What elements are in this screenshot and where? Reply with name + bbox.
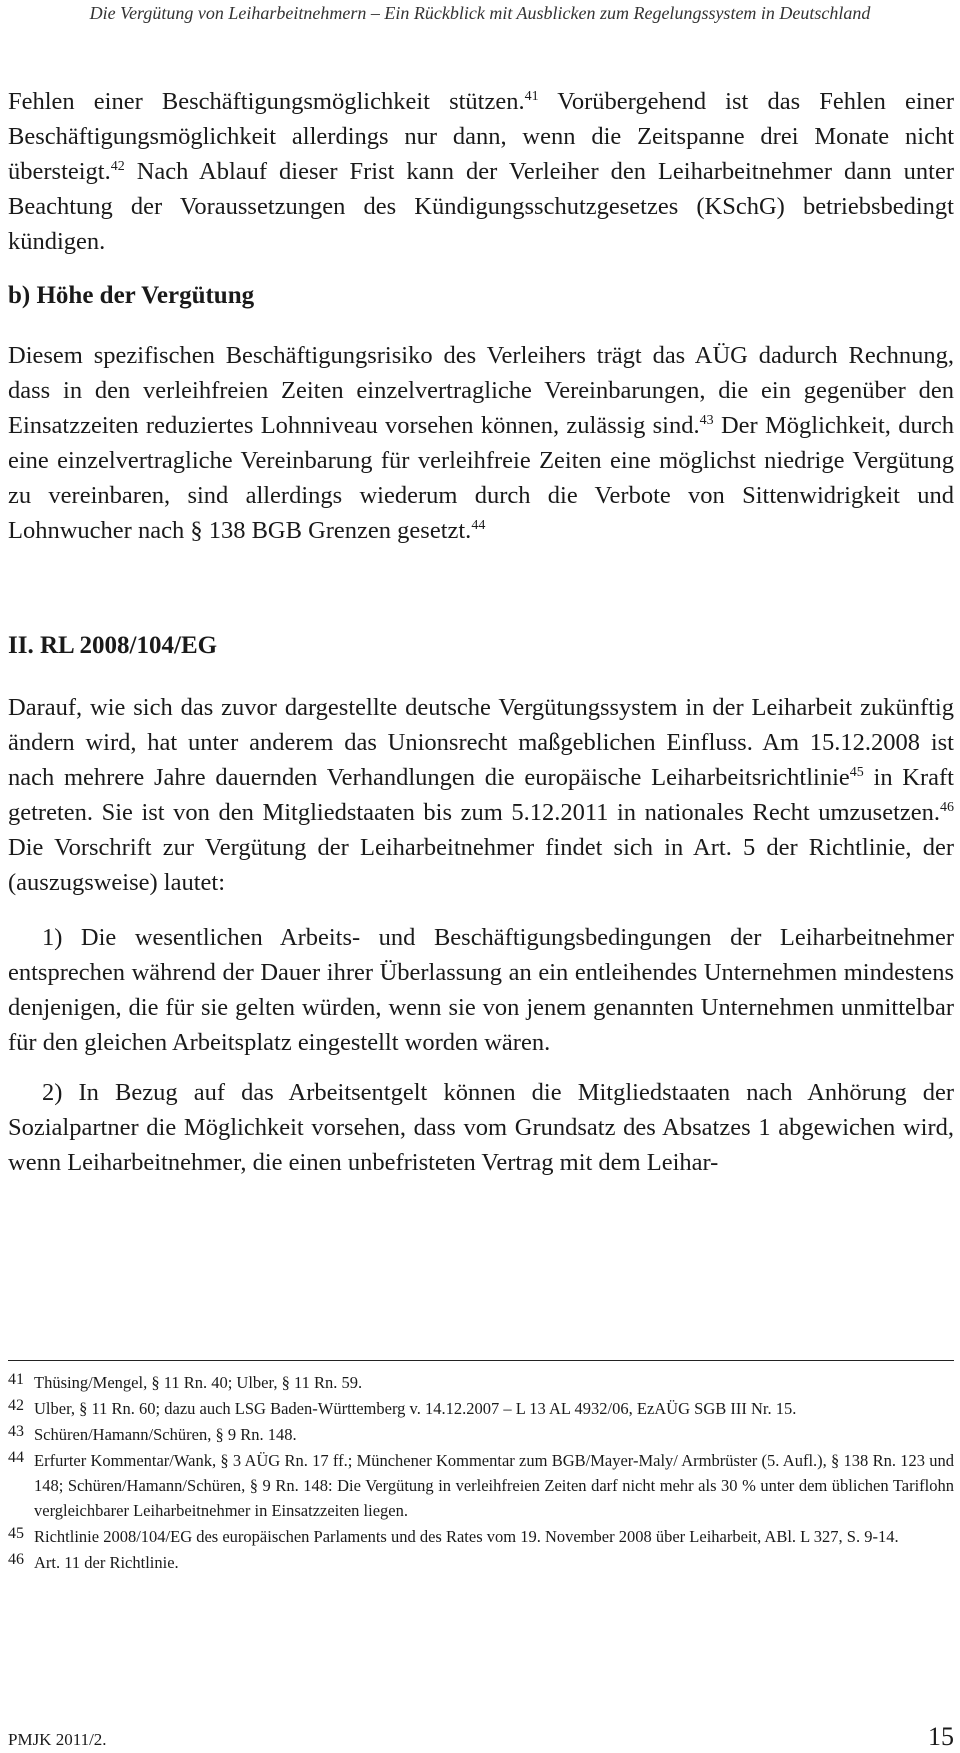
paragraph-text: Diesem spezifischen Beschäftigungsrisiko des Verleihers trägt das AÜG dadurch Rechnung, dass in den verleihfreien Zeiten einzelvertragliche Vereinbarungen, die ein gegenüber den Einsatzzeiten reduziertes Lohnniveau vorsehen können, zulässig sind.: [8, 342, 954, 439]
footnotes: [8, 1370, 954, 1576]
section-heading-b: [8, 278, 954, 313]
paragraph-text: Der Möglichkeit, durch eine einzelvertragliche Vereinbarung für verleihfreie Zeiten eine möglichst niedrige Vergütung zu vereinbaren, sind allerdings wiederum durch die Verbote von Sittenwidrigkeit und Lohnwucher nach § 138 BGB Grenzen gesetzt.: [8, 412, 954, 544]
paragraph-text: Darauf, wie sich das zuvor dargestellte deutsche Vergütungssystem in der Leiharbeit zukünftig ändern wird, hat unter anderem das Unionsrecht maßgeblichen Einfluss. Am 15.12.2008 ist nach mehrere Jahre dauernden Verhandlungen die europäische Leiharbeitsrichtlinie: [8, 694, 954, 791]
paragraph-3: [8, 690, 954, 900]
footnote: [8, 1524, 954, 1549]
footnote-ref: 44: [471, 517, 486, 533]
paragraph-text: Die Vorschrift zur Vergütung der Leiharbeitnehmer findet sich in Art. 5 der Richtlinie, der (auszugsweise) lautet:: [8, 834, 954, 896]
quote-paragraph-1: [8, 920, 954, 1060]
footnote-number: 44: [8, 1449, 24, 1466]
footnote-text: Richtlinie 2008/104/EG des europäischen Parlaments und des Rates vom 19. November 2008 über Leiharbeit, ABl. L 327, S. 9-14.: [34, 1527, 899, 1546]
page-number: 15: [928, 1722, 954, 1751]
footnote: [8, 1396, 954, 1421]
paragraph-2: [8, 338, 954, 548]
paragraph-text: Vorübergehend ist das Fehlen einer Beschäftigungsmöglichkeit allerdings nur dann, wenn die Zeitspanne drei Monate nicht übersteigt.: [8, 88, 954, 185]
footnote-ref: 41: [524, 88, 539, 104]
paragraph-text: in Kraft getreten. Sie ist von den Mitgliedstaaten bis zum 5.12.2011 in nationales Recht umzusetzen.: [8, 764, 954, 826]
footnote-ref: 43: [699, 412, 714, 428]
running-head: Die Vergütung von Leiharbeitnehmern – Ein Rückblick mit Ausblicken zum Regelungssystem in Deutschland: [89, 3, 871, 23]
footnote-number: 41: [8, 1371, 24, 1388]
page-footer: [8, 1722, 954, 1752]
paragraph-text: Fehlen einer Beschäftigungsmöglichkeit stützen.: [8, 88, 525, 115]
quote-text: 1) Die wesentlichen Arbeits- und Beschäftigungsbedingungen der Leiharbeitnehmer entsprechen während der Dauer ihrer Überlassung an ein entleihendes Unternehmen mindestens denjenigen, die für sie gelten würden, wenn sie von jenem genannten Unternehmen unmittelbar für den gleichen Arbeitsplatz eingestellt worden wären.: [8, 924, 954, 1056]
paragraph-1: [8, 84, 954, 259]
footnote-text: Art. 11 der Richtlinie.: [34, 1553, 179, 1572]
footnote-text: Ulber, § 11 Rn. 60; dazu auch LSG Baden-Württemberg v. 14.12.2007 – L 13 AL 4932/06, EzAÜG SGB III Nr. 15.: [34, 1399, 797, 1418]
footnote-text: Schüren/Hamann/Schüren, § 9 Rn. 148.: [34, 1425, 297, 1444]
footnote: [8, 1550, 954, 1575]
journal-reference: PMJK 2011/2.: [8, 1730, 107, 1749]
footnote-ref: 46: [940, 799, 954, 815]
quote-text: 2) In Bezug auf das Arbeitsentgelt können die Mitgliedstaaten nach Anhörung der Sozialpartner die Möglichkeit vorsehen, dass vom Grundsatz des Absatzes 1 abgewichen wird, wenn Leiharbeitnehmer, die einen unbefristeten Vertrag mit dem Leihar-: [8, 1079, 954, 1176]
footnote-divider: [8, 1360, 954, 1361]
footnote: [8, 1370, 954, 1395]
footnote: [8, 1422, 954, 1447]
footnote: [8, 1448, 954, 1523]
paragraph-text: Nach Ablauf dieser Frist kann der Verleiher den Leiharbeitnehmer dann unter Beachtung der Voraussetzungen des Kündigungsschutzgesetzes (KSchG) betriebsbedingt kündigen.: [8, 158, 954, 255]
footnote-number: 43: [8, 1423, 24, 1440]
section-heading: b) Höhe der Vergütung: [8, 282, 255, 309]
section-heading: II. RL 2008/104/EG: [8, 632, 218, 659]
footnote-ref: 45: [849, 764, 864, 780]
section-heading-ii: [8, 628, 954, 663]
quote-paragraph-2: [8, 1075, 954, 1180]
footnote-number: 42: [8, 1397, 24, 1414]
footnote-number: 46: [8, 1551, 24, 1568]
footnote-text: Thüsing/Mengel, § 11 Rn. 40; Ulber, § 11 Rn. 59.: [34, 1373, 363, 1392]
footnote-text: Erfurter Kommentar/Wank, § 3 AÜG Rn. 17 ff.; Münchener Kommentar zum BGB/Mayer-Maly/ Armbrüster (5. Aufl.), § 138 Rn. 123 und 148; Schüren/Hamann/Schüren, § 9 Rn. 148: Die Vergütung in verleihfreien Zeiten darf nicht mehr als 30 % unter dem üblichen Tariflohn vergleichbarer Leiharbeitnehmer in Einsatzzeiten liegen.: [34, 1451, 954, 1520]
footnote-ref: 42: [110, 158, 125, 174]
footnote-number: 45: [8, 1525, 24, 1542]
